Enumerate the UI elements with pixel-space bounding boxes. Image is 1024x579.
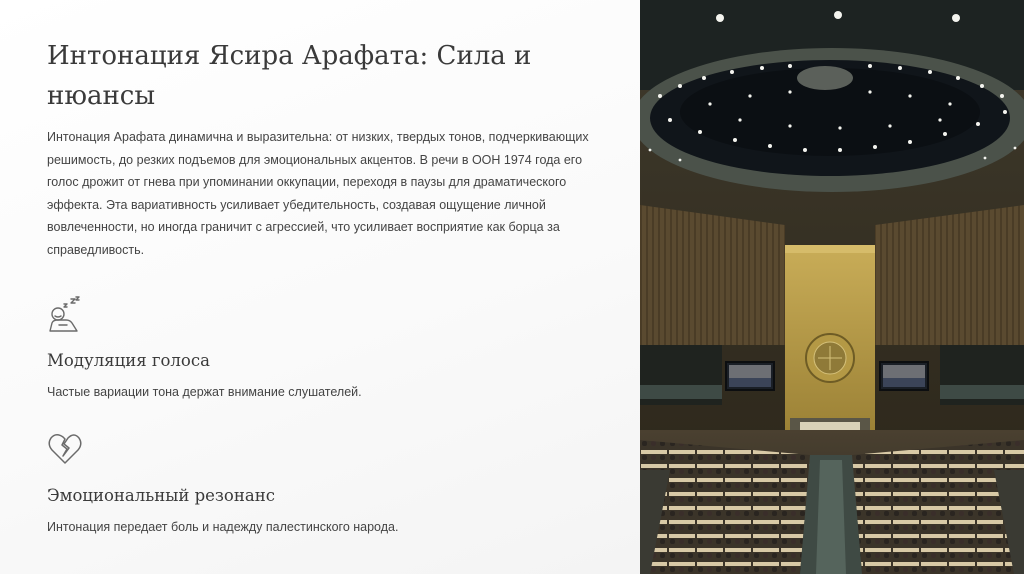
slide-title: Интонация Ясира Арафата: Сила и нюансы: [47, 41, 532, 111]
broken-heart-icon: [47, 430, 83, 466]
feature-title: Модуляция голоса: [47, 351, 210, 370]
feature-title: Эмоциональный резонанс: [47, 486, 275, 505]
assembly-hall-photo: [640, 0, 1024, 574]
slide-body: Интонация Арафата динамична и выразительна: от низких, твердых тонов, подчеркивающих решимость, до резких подъемов для эмоциональных акцентов. В речи в ООН 1974 года его голос дрожит от гнева при упоминании оккупации, переходя в паузы для драматического эффекта. Эта вариативность усиливает убедительность, создавая ощущение личной вовлеченности, но иногда граничит с агрессией, что усиливает восприятие как борца за справедливость.: [47, 130, 589, 257]
feature-text: Частые вариации тона держат внимание слушателей.: [47, 385, 362, 399]
feature-text: Интонация передает боль и надежду палестинского народа.: [47, 520, 399, 534]
sleeping-person-icon: [47, 296, 83, 332]
